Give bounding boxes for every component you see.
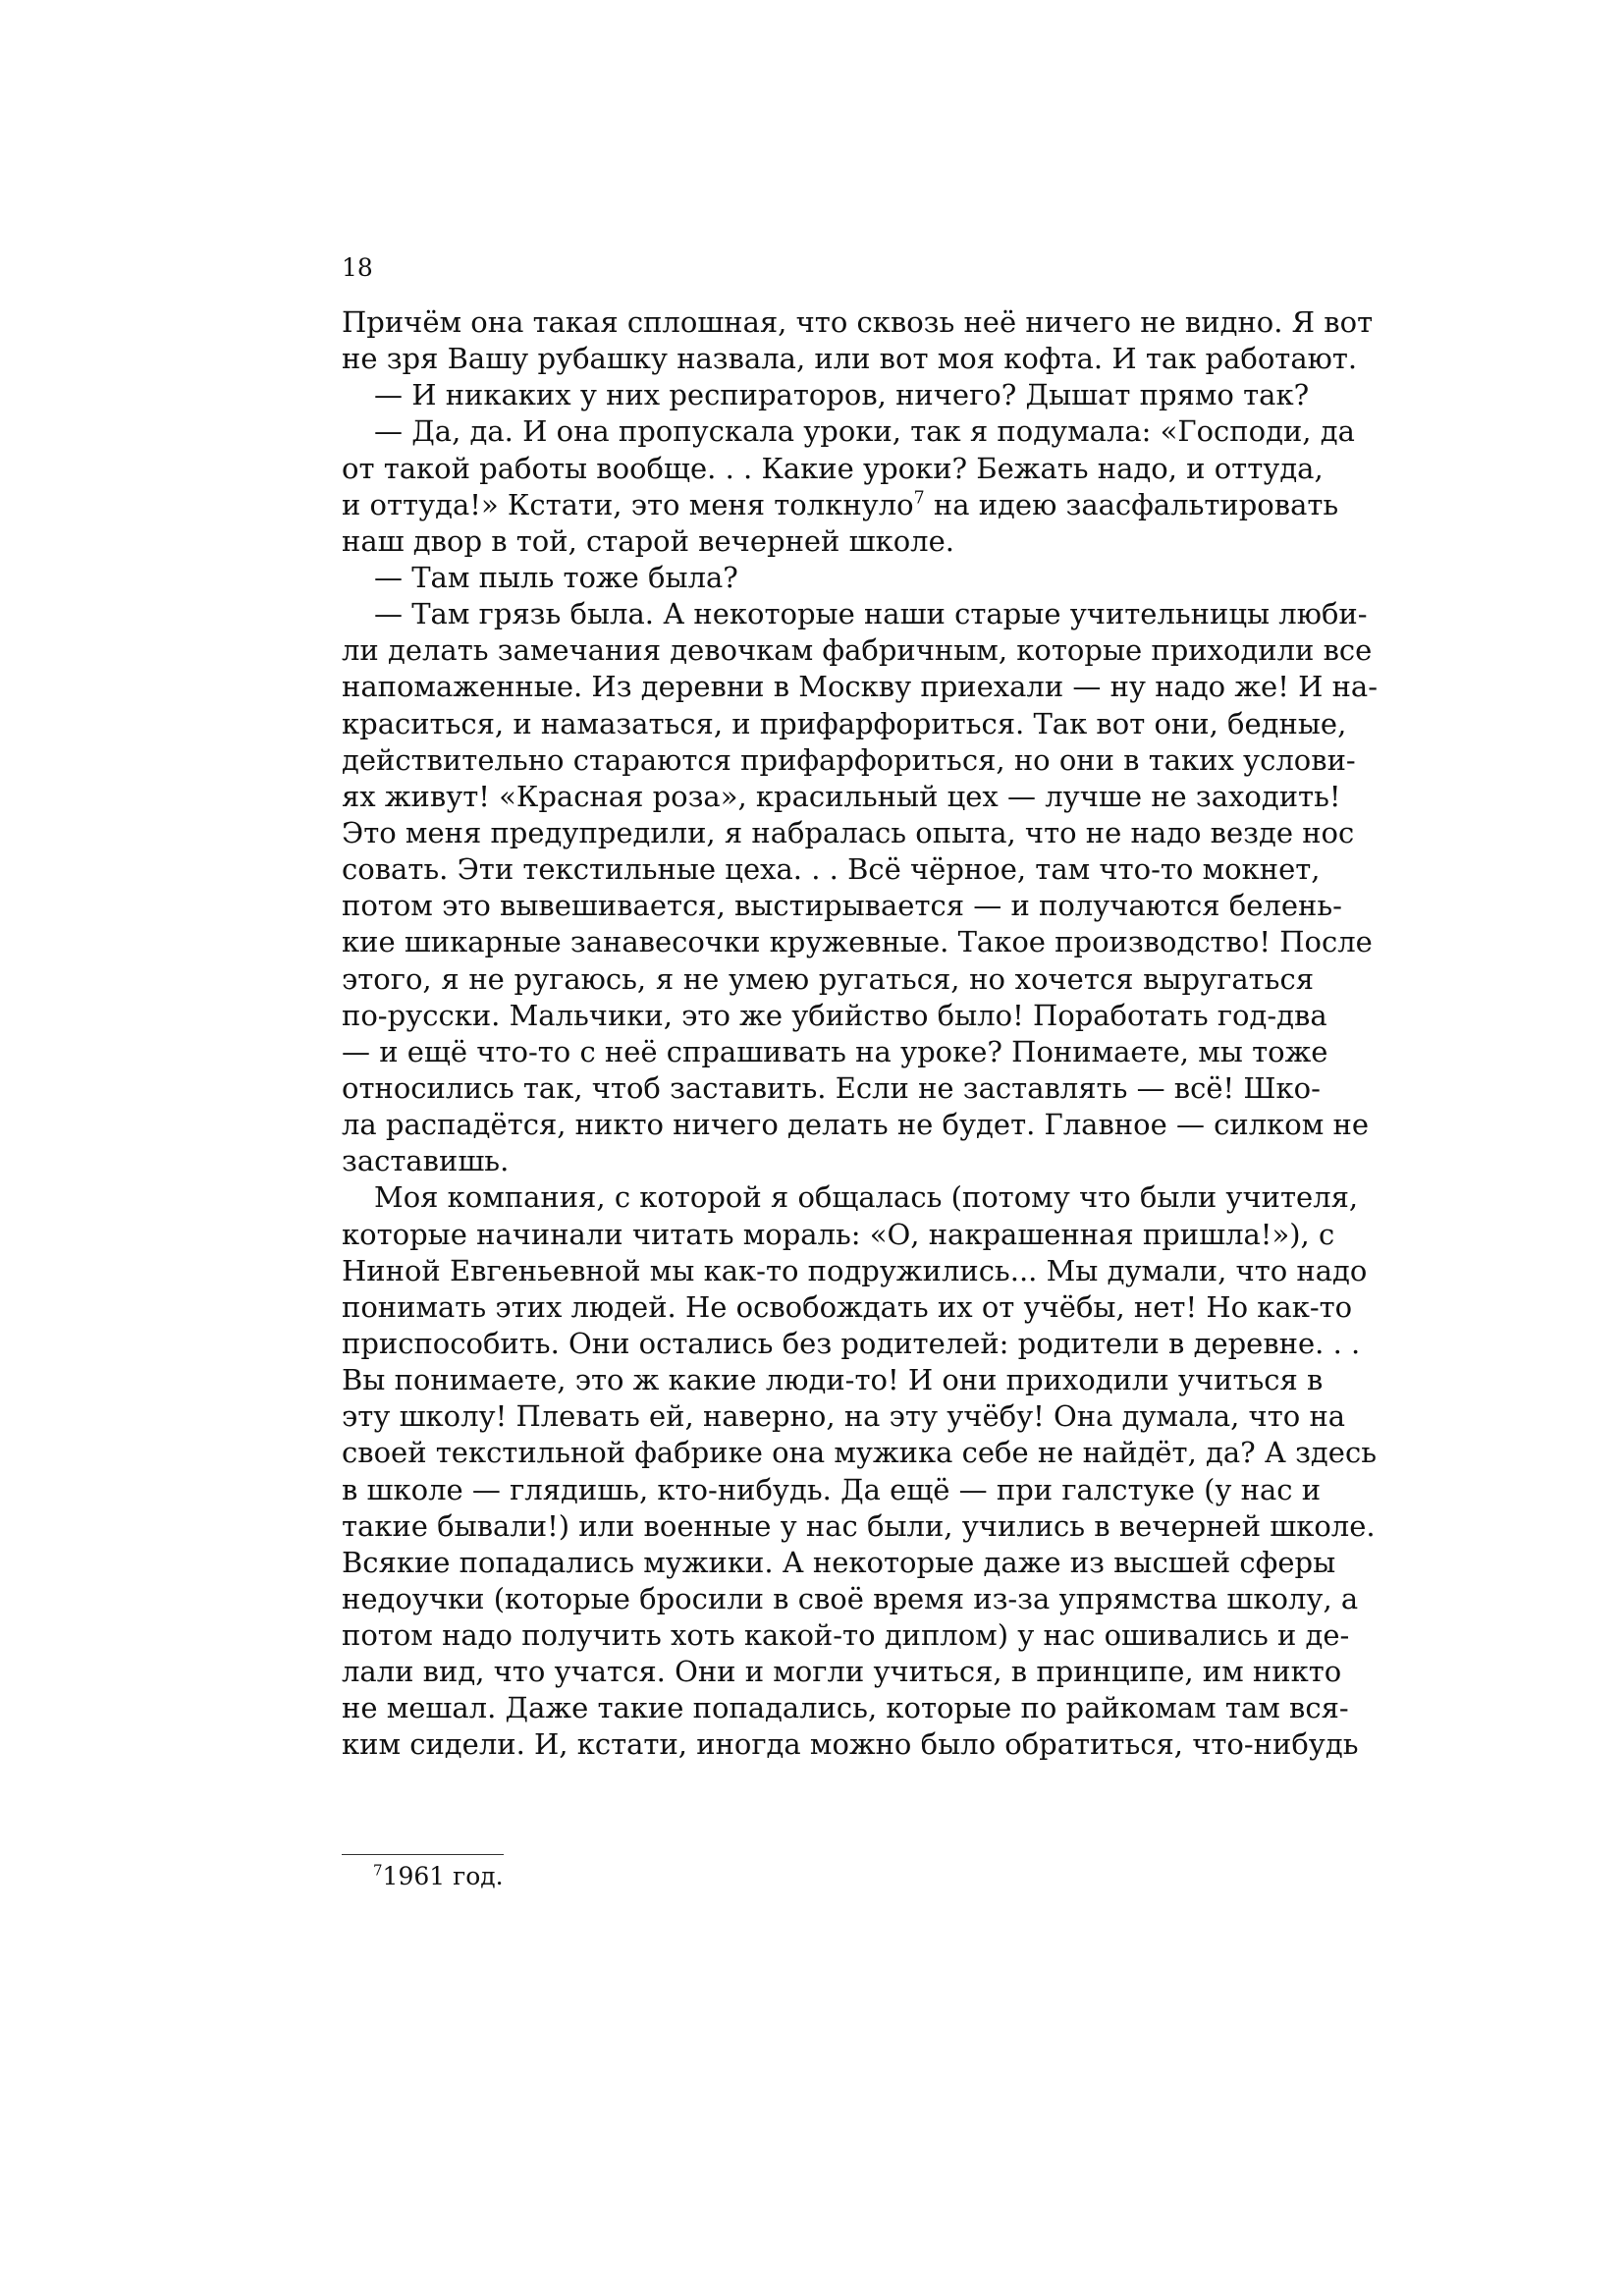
- text-line: напомаженные. Из деревни в Москву приехали — ну надо же! И на-: [342, 670, 1378, 704]
- text-line: недоучки (которые бросили в своё время из-за упрямства школу, а: [342, 1581, 1359, 1615]
- text-line: наш двор в той, старой вечерней школе.: [342, 523, 954, 558]
- footnote-text: 1961 год.: [382, 1862, 504, 1890]
- text-line: ли делать замечания девочкам фабричным, которые приходили все: [342, 633, 1373, 668]
- text-line: совать. Эти текстильные цеха. . . Всё чёрное, там что-то мокнет,: [342, 852, 1321, 887]
- text-line: по-русски. Мальчики, это же убийство было! Поработать год-два: [342, 998, 1327, 1032]
- text-line: приспособить. Они остались без родителей: родители в деревне. . .: [342, 1326, 1361, 1360]
- text-line: — и ещё что-то с неё спрашивать на уроке? Понимаете, мы тоже: [342, 1034, 1328, 1068]
- text-line: которые начинали читать мораль: «О, накрашенная пришла!»), с: [342, 1217, 1335, 1251]
- text-line: такие бывали!) или военные у нас были, учились в вечерней школе.: [342, 1508, 1376, 1543]
- text-fragment: и оттуда!» Кстати, это меня толкнуло: [342, 487, 914, 521]
- text-line: — Да, да. И она пропускала уроки, так я подумала: «Господи, да: [374, 414, 1355, 449]
- text-line: потом это вывешивается, выстирывается — и получаются белень-: [342, 889, 1342, 923]
- footnote: [373, 1861, 504, 1892]
- text-line: не мешал. Даже такие попадались, которые по райкомам там вся-: [342, 1691, 1349, 1725]
- text-line: в школе — глядишь, кто-нибудь. Да ещё — при галстуке (у нас и: [342, 1472, 1322, 1506]
- text-line: ях живут! «Красная роза», красильный цех — лучше не заходить!: [342, 779, 1341, 813]
- text-line: краситься, и намазаться, и прифарфориться. Так вот они, бедные,: [342, 706, 1347, 740]
- footnote-reference: 7: [913, 488, 925, 509]
- text-line: ла распадётся, никто ничего делать не будет. Главное — силком не: [342, 1108, 1370, 1142]
- text-line: — Там грязь была. А некоторые наши старые учительницы люби-: [374, 597, 1368, 631]
- text-line: Ниной Евгеньевной мы как-то подружились... Мы думали, что надо: [342, 1253, 1368, 1287]
- footnote-divider: [342, 1854, 504, 1855]
- text-line: не зря Вашу рубашку назвала, или вот моя кофта. И так работают.: [342, 342, 1358, 376]
- text-line: Вы понимаете, это ж какие люди-то! И они приходили учиться в: [342, 1363, 1324, 1397]
- text-line: своей текстильной фабрике она мужика себе не найдёт, да? А здесь: [342, 1436, 1377, 1470]
- text-line: ким сидели. И, кстати, иногда можно было обратиться, что-нибудь: [342, 1727, 1359, 1762]
- text-line: Моя компания, с которой я общалась (потому что были учителя,: [374, 1180, 1359, 1215]
- text-line: относились так, чтоб заставить. Если не заставлять — всё! Шко-: [342, 1070, 1321, 1105]
- text-fragment: на идею заасфальтировать: [924, 487, 1339, 521]
- text-line: Всякие попадались мужики. А некоторые даже из высшей сферы: [342, 1545, 1336, 1579]
- text-line: от такой работы вообще. . . Какие уроки? Бежать надо, и оттуда,: [342, 451, 1324, 485]
- text-line: заставишь.: [342, 1144, 510, 1178]
- page-number: 18: [342, 253, 373, 282]
- text-line: Причём она такая сплошная, что сквозь неё ничего не видно. Я вот: [342, 305, 1374, 339]
- body-text: [342, 304, 1378, 1764]
- text-line: — И никаких у них респираторов, ничего? Дышат прямо так?: [374, 378, 1310, 412]
- text-line: эту школу! Плевать ей, наверно, на эту учёбу! Она думала, что на: [342, 1399, 1346, 1434]
- text-line: — Там пыль тоже была?: [374, 560, 738, 594]
- text-line: действительно стараются прифарфориться, но они в таких услови-: [342, 742, 1356, 777]
- text-line: потом надо получить хоть какой-то диплом) у нас ошивались и де-: [342, 1618, 1350, 1653]
- text-line: Это меня предупредили, я набралась опыта, что не надо везде нос: [342, 815, 1355, 849]
- text-line: лали вид, что учатся. Они и могли учиться, в принципе, им никто: [342, 1655, 1342, 1689]
- text-line: понимать этих людей. Не освобождать их от учёбы, нет! Но как-то: [342, 1289, 1353, 1324]
- text-line: этого, я не ругаюсь, я не умею ругаться, но хочется выругаться: [342, 961, 1314, 996]
- text-line: кие шикарные занавесочки кружевные. Такое производство! После: [342, 925, 1373, 959]
- text-line-with-footnote-ref: [342, 487, 1339, 523]
- footnote-mark: 7: [373, 1861, 383, 1880]
